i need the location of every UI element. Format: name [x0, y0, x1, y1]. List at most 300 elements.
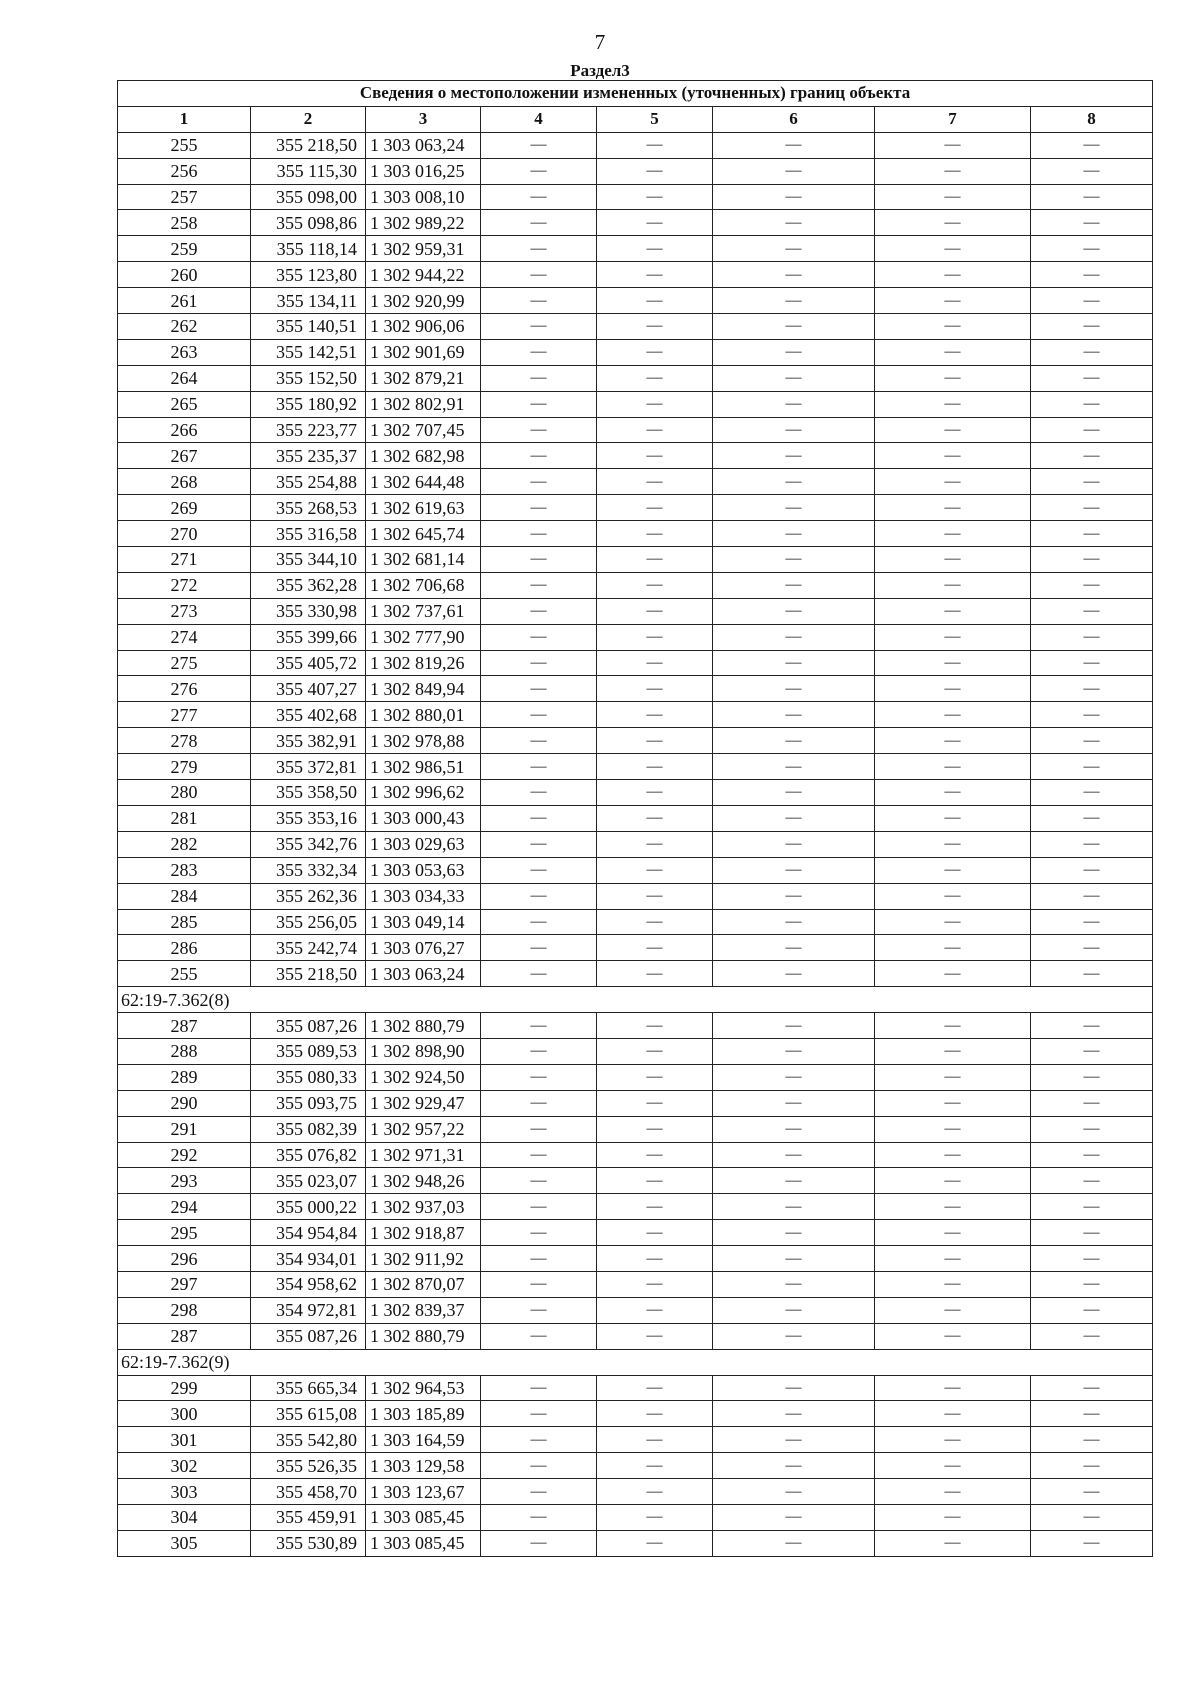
coordinate-x: 355 615,08 [251, 1401, 366, 1427]
point-number: 292 [118, 1142, 251, 1168]
table-row [118, 391, 1153, 417]
empty-cell: — [1031, 728, 1153, 754]
empty-cell: — [875, 1530, 1031, 1556]
empty-cell: — [481, 184, 597, 210]
empty-cell: — [597, 1427, 713, 1453]
empty-cell: — [1031, 624, 1153, 650]
coordinate-x: 355 459,91 [251, 1504, 366, 1530]
coordinate-x: 355 123,80 [251, 262, 366, 288]
empty-cell: — [481, 339, 597, 365]
coordinate-x: 355 080,33 [251, 1064, 366, 1090]
empty-cell: — [481, 1323, 597, 1349]
point-number: 256 [118, 158, 251, 184]
coordinate-x: 355 262,36 [251, 883, 366, 909]
column-header: 4 [481, 106, 597, 132]
coordinate-y: 1 303 076,27 [366, 935, 481, 961]
empty-cell: — [1031, 1246, 1153, 1272]
empty-cell: — [597, 210, 713, 236]
coordinate-y: 1 302 986,51 [366, 754, 481, 780]
empty-cell: — [1031, 365, 1153, 391]
coordinate-x: 355 000,22 [251, 1194, 366, 1220]
empty-cell: — [875, 961, 1031, 987]
point-number: 291 [118, 1116, 251, 1142]
table-row [118, 262, 1153, 288]
point-number: 281 [118, 805, 251, 831]
point-number: 262 [118, 314, 251, 340]
empty-cell: — [481, 210, 597, 236]
empty-cell: — [713, 158, 875, 184]
point-number: 287 [118, 1323, 251, 1349]
coordinate-y: 1 303 164,59 [366, 1427, 481, 1453]
empty-cell: — [597, 1038, 713, 1064]
empty-cell: — [481, 1116, 597, 1142]
empty-cell: — [713, 702, 875, 728]
empty-cell: — [713, 728, 875, 754]
table-row [118, 1090, 1153, 1116]
empty-cell: — [597, 1246, 713, 1272]
coordinate-y: 1 302 959,31 [366, 236, 481, 262]
empty-cell: — [875, 236, 1031, 262]
table-row [118, 935, 1153, 961]
empty-cell: — [713, 1479, 875, 1505]
empty-cell: — [597, 495, 713, 521]
empty-cell: — [597, 1271, 713, 1297]
empty-cell: — [597, 1090, 713, 1116]
point-number: 278 [118, 728, 251, 754]
empty-cell: — [597, 857, 713, 883]
empty-cell: — [875, 1453, 1031, 1479]
empty-cell: — [875, 495, 1031, 521]
empty-cell: — [481, 728, 597, 754]
point-number: 299 [118, 1375, 251, 1401]
empty-cell: — [1031, 495, 1153, 521]
table-row [118, 598, 1153, 624]
empty-cell: — [875, 935, 1031, 961]
point-number: 274 [118, 624, 251, 650]
table-row [118, 1142, 1153, 1168]
empty-cell: — [481, 1530, 597, 1556]
empty-cell: — [1031, 391, 1153, 417]
empty-cell: — [1031, 1375, 1153, 1401]
coordinate-y: 1 302 870,07 [366, 1271, 481, 1297]
point-number: 290 [118, 1090, 251, 1116]
empty-cell: — [713, 417, 875, 443]
empty-cell: — [875, 1401, 1031, 1427]
empty-cell: — [1031, 288, 1153, 314]
table-row [118, 158, 1153, 184]
empty-cell: — [1031, 443, 1153, 469]
empty-cell: — [875, 624, 1031, 650]
empty-cell: — [597, 1142, 713, 1168]
empty-cell: — [713, 961, 875, 987]
empty-cell: — [875, 572, 1031, 598]
column-header: 8 [1031, 106, 1153, 132]
point-number: 265 [118, 391, 251, 417]
empty-cell: — [713, 624, 875, 650]
empty-cell: — [597, 547, 713, 573]
coordinate-y: 1 303 053,63 [366, 857, 481, 883]
empty-cell: — [875, 676, 1031, 702]
empty-cell: — [713, 598, 875, 624]
empty-cell: — [713, 288, 875, 314]
empty-cell: — [597, 1375, 713, 1401]
empty-cell: — [1031, 339, 1153, 365]
empty-cell: — [713, 650, 875, 676]
empty-cell: — [597, 158, 713, 184]
coordinate-y: 1 303 129,58 [366, 1453, 481, 1479]
empty-cell: — [481, 805, 597, 831]
table-row [118, 909, 1153, 935]
coordinate-y: 1 302 645,74 [366, 521, 481, 547]
table-row [118, 1168, 1153, 1194]
empty-cell: — [597, 1064, 713, 1090]
coordinate-x: 355 405,72 [251, 650, 366, 676]
point-number: 305 [118, 1530, 251, 1556]
empty-cell: — [597, 883, 713, 909]
empty-cell: — [1031, 598, 1153, 624]
table-row [118, 1323, 1153, 1349]
empty-cell: — [713, 676, 875, 702]
point-number: 257 [118, 184, 251, 210]
coordinate-x: 355 399,66 [251, 624, 366, 650]
empty-cell: — [713, 754, 875, 780]
empty-cell: — [875, 262, 1031, 288]
table-row [118, 1038, 1153, 1064]
empty-cell: — [1031, 158, 1153, 184]
empty-cell: — [713, 935, 875, 961]
table-row [118, 805, 1153, 831]
point-number: 258 [118, 210, 251, 236]
empty-cell: — [481, 443, 597, 469]
empty-cell: — [713, 857, 875, 883]
section-title: Раздел3 [570, 61, 630, 80]
coordinate-y: 1 303 185,89 [366, 1401, 481, 1427]
empty-cell: — [1031, 1090, 1153, 1116]
empty-cell: — [1031, 1220, 1153, 1246]
coordinate-y: 1 303 034,33 [366, 883, 481, 909]
column-header: 6 [713, 106, 875, 132]
empty-cell: — [875, 909, 1031, 935]
empty-cell: — [1031, 676, 1153, 702]
empty-cell: — [713, 210, 875, 236]
table-row [118, 417, 1153, 443]
empty-cell: — [1031, 469, 1153, 495]
table-row [118, 857, 1153, 883]
empty-cell: — [713, 521, 875, 547]
coordinate-x: 355 134,11 [251, 288, 366, 314]
empty-cell: — [481, 469, 597, 495]
point-number: 271 [118, 547, 251, 573]
empty-cell: — [1031, 1530, 1153, 1556]
empty-cell: — [713, 443, 875, 469]
table-body [118, 81, 1153, 1557]
table-row [118, 210, 1153, 236]
empty-cell: — [597, 1194, 713, 1220]
coordinate-y: 1 303 000,43 [366, 805, 481, 831]
empty-cell: — [875, 1090, 1031, 1116]
table-row [118, 314, 1153, 340]
empty-cell: — [481, 132, 597, 158]
empty-cell: — [713, 1271, 875, 1297]
coordinate-y: 1 302 918,87 [366, 1220, 481, 1246]
empty-cell: — [597, 132, 713, 158]
empty-cell: — [597, 1013, 713, 1039]
point-number: 297 [118, 1271, 251, 1297]
table-row [118, 572, 1153, 598]
empty-cell: — [597, 624, 713, 650]
empty-cell: — [875, 857, 1031, 883]
empty-cell: — [1031, 210, 1153, 236]
empty-cell: — [875, 158, 1031, 184]
empty-cell: — [713, 831, 875, 857]
empty-cell: — [713, 883, 875, 909]
empty-cell: — [481, 236, 597, 262]
parcel-group-row [118, 1349, 1153, 1375]
table-row [118, 339, 1153, 365]
empty-cell: — [713, 1064, 875, 1090]
point-number: 261 [118, 288, 251, 314]
table-row [118, 831, 1153, 857]
empty-cell: — [481, 1427, 597, 1453]
empty-cell: — [713, 1297, 875, 1323]
coordinate-x: 355 268,53 [251, 495, 366, 521]
coordinate-x: 355 115,30 [251, 158, 366, 184]
empty-cell: — [1031, 572, 1153, 598]
column-header: 3 [366, 106, 481, 132]
empty-cell: — [713, 805, 875, 831]
empty-cell: — [481, 1453, 597, 1479]
coordinate-y: 1 302 644,48 [366, 469, 481, 495]
empty-cell: — [875, 547, 1031, 573]
empty-cell: — [1031, 1194, 1153, 1220]
point-number: 285 [118, 909, 251, 935]
coordinate-y: 1 302 707,45 [366, 417, 481, 443]
empty-cell: — [481, 883, 597, 909]
empty-cell: — [597, 1479, 713, 1505]
table-row [118, 1297, 1153, 1323]
empty-cell: — [875, 443, 1031, 469]
table-row [118, 1427, 1153, 1453]
empty-cell: — [597, 728, 713, 754]
table-row [118, 1479, 1153, 1505]
coordinate-y: 1 302 819,26 [366, 650, 481, 676]
empty-cell: — [713, 1142, 875, 1168]
coordinate-y: 1 302 682,98 [366, 443, 481, 469]
coordinate-x: 355 530,89 [251, 1530, 366, 1556]
empty-cell: — [597, 1168, 713, 1194]
empty-cell: — [481, 1271, 597, 1297]
point-number: 283 [118, 857, 251, 883]
empty-cell: — [875, 417, 1031, 443]
empty-cell: — [481, 365, 597, 391]
empty-cell: — [481, 624, 597, 650]
empty-cell: — [481, 909, 597, 935]
empty-cell: — [713, 1504, 875, 1530]
empty-cell: — [481, 961, 597, 987]
table-row [118, 780, 1153, 806]
empty-cell: — [875, 883, 1031, 909]
empty-cell: — [597, 262, 713, 288]
table-caption-row [118, 81, 1153, 107]
coordinate-y: 1 302 880,79 [366, 1013, 481, 1039]
empty-cell: — [1031, 1504, 1153, 1530]
empty-cell: — [713, 1530, 875, 1556]
coordinate-y: 1 302 957,22 [366, 1116, 481, 1142]
empty-cell: — [597, 650, 713, 676]
point-number: 301 [118, 1427, 251, 1453]
empty-cell: — [1031, 909, 1153, 935]
empty-cell: — [713, 1401, 875, 1427]
empty-cell: — [481, 857, 597, 883]
coordinate-x: 355 223,77 [251, 417, 366, 443]
coordinate-y: 1 302 880,01 [366, 702, 481, 728]
point-number: 286 [118, 935, 251, 961]
table-row [118, 1246, 1153, 1272]
empty-cell: — [481, 754, 597, 780]
empty-cell: — [713, 1168, 875, 1194]
point-number: 304 [118, 1504, 251, 1530]
empty-cell: — [597, 339, 713, 365]
empty-cell: — [1031, 1116, 1153, 1142]
page-number: 7 [594, 30, 606, 54]
empty-cell: — [713, 1194, 875, 1220]
empty-cell: — [875, 1323, 1031, 1349]
table-row [118, 132, 1153, 158]
coordinate-x: 355 089,53 [251, 1038, 366, 1064]
point-number: 268 [118, 469, 251, 495]
table-row [118, 754, 1153, 780]
column-header: 5 [597, 106, 713, 132]
empty-cell: — [875, 1297, 1031, 1323]
empty-cell: — [481, 831, 597, 857]
empty-cell: — [875, 1246, 1031, 1272]
coordinate-x: 354 958,62 [251, 1271, 366, 1297]
coordinate-x: 355 362,28 [251, 572, 366, 598]
coordinate-y: 1 302 996,62 [366, 780, 481, 806]
empty-cell: — [481, 1168, 597, 1194]
table-caption: Сведения о местоположении измененных (уточненных) границ объекта [118, 81, 1153, 107]
empty-cell: — [875, 728, 1031, 754]
empty-cell: — [875, 1375, 1031, 1401]
empty-cell: — [1031, 1064, 1153, 1090]
empty-cell: — [597, 1504, 713, 1530]
coordinate-x: 355 218,50 [251, 961, 366, 987]
empty-cell: — [1031, 1271, 1153, 1297]
empty-cell: — [481, 1504, 597, 1530]
empty-cell: — [597, 184, 713, 210]
empty-cell: — [875, 132, 1031, 158]
empty-cell: — [1031, 857, 1153, 883]
empty-cell: — [481, 572, 597, 598]
column-header: 1 [118, 106, 251, 132]
coordinate-y: 1 302 777,90 [366, 624, 481, 650]
coordinate-y: 1 302 802,91 [366, 391, 481, 417]
empty-cell: — [597, 754, 713, 780]
coordinate-y: 1 302 880,79 [366, 1323, 481, 1349]
empty-cell: — [597, 1297, 713, 1323]
table-row [118, 1401, 1153, 1427]
empty-cell: — [597, 1530, 713, 1556]
empty-cell: — [875, 521, 1031, 547]
empty-cell: — [713, 547, 875, 573]
empty-cell: — [875, 831, 1031, 857]
empty-cell: — [875, 1479, 1031, 1505]
coordinate-x: 355 235,37 [251, 443, 366, 469]
point-number: 300 [118, 1401, 251, 1427]
empty-cell: — [1031, 702, 1153, 728]
parcel-group-label: 62:19-7.362(9) [118, 1349, 1153, 1375]
empty-cell: — [597, 365, 713, 391]
coordinate-x: 355 140,51 [251, 314, 366, 340]
coordinate-y: 1 302 944,22 [366, 262, 481, 288]
empty-cell: — [597, 1401, 713, 1427]
point-number: 287 [118, 1013, 251, 1039]
table-row [118, 1116, 1153, 1142]
empty-cell: — [597, 1323, 713, 1349]
coordinate-x: 354 934,01 [251, 1246, 366, 1272]
empty-cell: — [481, 288, 597, 314]
coordinate-y: 1 303 063,24 [366, 132, 481, 158]
table-row [118, 883, 1153, 909]
empty-cell: — [481, 1297, 597, 1323]
empty-cell: — [875, 391, 1031, 417]
empty-cell: — [875, 1220, 1031, 1246]
empty-cell: — [1031, 1453, 1153, 1479]
empty-cell: — [713, 1323, 875, 1349]
coordinate-y: 1 302 849,94 [366, 676, 481, 702]
coordinate-x: 355 458,70 [251, 1479, 366, 1505]
point-number: 255 [118, 132, 251, 158]
empty-cell: — [713, 1116, 875, 1142]
empty-cell: — [713, 495, 875, 521]
empty-cell: — [597, 1116, 713, 1142]
empty-cell: — [875, 805, 1031, 831]
empty-cell: — [597, 1453, 713, 1479]
table-row [118, 1220, 1153, 1246]
empty-cell: — [597, 598, 713, 624]
empty-cell: — [481, 314, 597, 340]
empty-cell: — [713, 1375, 875, 1401]
empty-cell: — [713, 236, 875, 262]
empty-cell: — [713, 1038, 875, 1064]
empty-cell: — [1031, 883, 1153, 909]
empty-cell: — [481, 262, 597, 288]
coordinate-x: 355 407,27 [251, 676, 366, 702]
empty-cell: — [875, 469, 1031, 495]
column-header: 2 [251, 106, 366, 132]
point-number: 272 [118, 572, 251, 598]
point-number: 275 [118, 650, 251, 676]
empty-cell: — [1031, 754, 1153, 780]
table-row [118, 1064, 1153, 1090]
empty-cell: — [875, 598, 1031, 624]
point-number: 260 [118, 262, 251, 288]
coordinate-x: 355 218,50 [251, 132, 366, 158]
empty-cell: — [481, 935, 597, 961]
point-number: 267 [118, 443, 251, 469]
coordinate-x: 355 342,76 [251, 831, 366, 857]
coordinate-y: 1 303 029,63 [366, 831, 481, 857]
coordinate-x: 355 087,26 [251, 1013, 366, 1039]
coordinate-y: 1 303 063,24 [366, 961, 481, 987]
table-row [118, 288, 1153, 314]
empty-cell: — [875, 1504, 1031, 1530]
empty-cell: — [597, 831, 713, 857]
coordinate-y: 1 302 706,68 [366, 572, 481, 598]
coordinate-y: 1 302 989,22 [366, 210, 481, 236]
empty-cell: — [481, 1375, 597, 1401]
point-number: 263 [118, 339, 251, 365]
